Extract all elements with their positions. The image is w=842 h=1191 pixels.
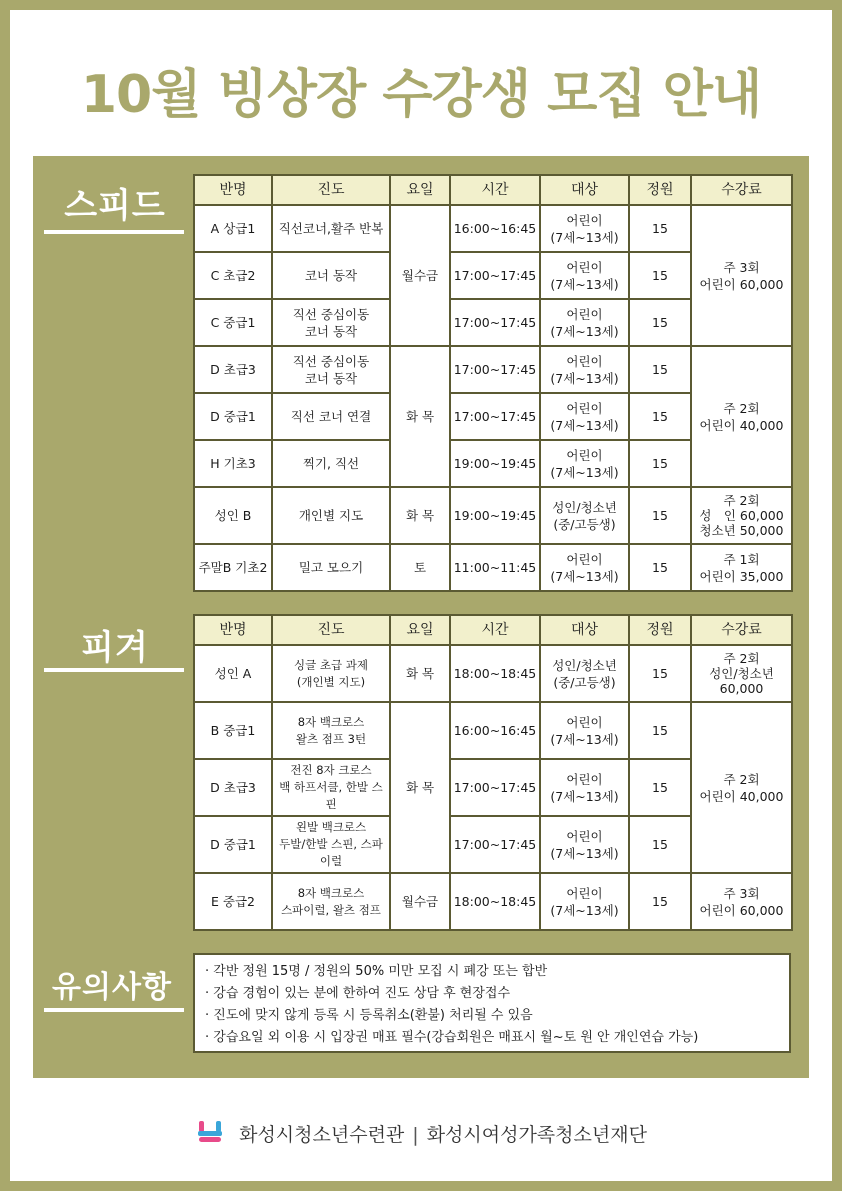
figure-section-label: 피겨	[81, 628, 149, 668]
notice-box	[193, 953, 791, 1053]
page-title: 10월 빙상장 수강생 모집 안내	[80, 65, 762, 125]
day-cell: 화 목	[390, 702, 450, 873]
capacity-cell: 15	[629, 702, 691, 759]
footer-separator: |	[412, 1124, 419, 1146]
fee-cell: 주 3회 어린이 60,000	[691, 205, 792, 346]
capacity-cell: 15	[629, 487, 691, 544]
target-cell: 어린이 (7세~13세)	[540, 252, 629, 299]
class-name-cell: E 중급2	[194, 873, 272, 930]
fee-cell: 주 1회 어린이 35,000	[691, 544, 792, 591]
progress-cell: 8자 백크로스 왈츠 점프 3턴	[272, 702, 390, 759]
col-header-progress: 진도	[272, 615, 390, 645]
capacity-cell: 15	[629, 393, 691, 440]
youth-center-logo-icon	[195, 1118, 225, 1153]
table-row	[194, 645, 792, 702]
capacity-cell: 15	[629, 816, 691, 873]
target-cell: 어린이 (7세~13세)	[540, 299, 629, 346]
class-name-cell: A 상급1	[194, 205, 272, 252]
progress-cell: 직선 중심이동 코너 동작	[272, 346, 390, 393]
fee-cell: 주 2회 성인/청소년 60,000	[691, 645, 792, 702]
time-cell: 18:00~18:45	[450, 873, 540, 930]
class-name-cell: 주말B 기초2	[194, 544, 272, 591]
table-row	[194, 873, 792, 930]
time-cell: 17:00~17:45	[450, 346, 540, 393]
fee-cell: 주 2회 어린이 40,000	[691, 346, 792, 487]
col-header-capacity: 정원	[629, 175, 691, 205]
class-name-cell: C 중급1	[194, 299, 272, 346]
time-cell: 17:00~17:45	[450, 299, 540, 346]
capacity-cell: 15	[629, 645, 691, 702]
class-name-cell: B 중급1	[194, 702, 272, 759]
time-cell: 19:00~19:45	[450, 487, 540, 544]
col-header-progress: 진도	[272, 175, 390, 205]
target-cell: 어린이 (7세~13세)	[540, 393, 629, 440]
class-name-cell: D 초급3	[194, 346, 272, 393]
table-row	[194, 544, 792, 591]
footer-org-youth-center: 화성시청소년수련관	[239, 1124, 405, 1146]
notice-item: · 각반 정원 15명 / 정원의 50% 미만 모집 시 폐강 또는 합반	[205, 964, 548, 979]
col-header-class: 반명	[194, 175, 272, 205]
col-header-target: 대상	[540, 175, 629, 205]
progress-cell: 직선 중심이동 코너 동작	[272, 299, 390, 346]
capacity-cell: 15	[629, 544, 691, 591]
day-cell: 화 목	[390, 487, 450, 544]
col-header-fee: 수강료	[691, 615, 792, 645]
footer-org-foundation: 화성시여성가족청소년재단	[426, 1124, 647, 1146]
notice-label-underline	[44, 1008, 184, 1012]
progress-cell: 전진 8자 크로스 백 하프서클, 한발 스핀	[272, 759, 390, 816]
time-cell: 19:00~19:45	[450, 440, 540, 487]
capacity-cell: 15	[629, 759, 691, 816]
time-cell: 18:00~18:45	[450, 645, 540, 702]
progress-cell: 찍기, 직선	[272, 440, 390, 487]
col-header-day: 요일	[390, 615, 450, 645]
target-cell: 어린이 (7세~13세)	[540, 440, 629, 487]
fee-cell: 주 2회 어린이 40,000	[691, 702, 792, 873]
time-cell: 17:00~17:45	[450, 252, 540, 299]
figure-schedule-table	[193, 614, 793, 931]
col-header-fee: 수강료	[691, 175, 792, 205]
table-row	[194, 702, 792, 759]
day-cell: 토	[390, 544, 450, 591]
time-cell: 17:00~17:45	[450, 759, 540, 816]
notice-item: · 진도에 맞지 않게 등록 시 등록취소(환불) 처리될 수 있음	[205, 1008, 533, 1023]
capacity-cell: 15	[629, 440, 691, 487]
capacity-cell: 15	[629, 346, 691, 393]
target-cell: 어린이 (7세~13세)	[540, 205, 629, 252]
target-cell: 어린이 (7세~13세)	[540, 544, 629, 591]
speed-label-underline	[44, 230, 184, 234]
day-cell: 화 목	[390, 645, 450, 702]
capacity-cell: 15	[629, 205, 691, 252]
col-header-time: 시간	[450, 175, 540, 205]
col-header-target: 대상	[540, 615, 629, 645]
footer	[0, 1118, 842, 1153]
class-name-cell: 성인 B	[194, 487, 272, 544]
col-header-time: 시간	[450, 615, 540, 645]
table-row	[194, 346, 792, 393]
table-row	[194, 487, 792, 544]
target-cell: 성인/청소년 (중/고등생)	[540, 487, 629, 544]
progress-cell: 직선코너,활주 반복	[272, 205, 390, 252]
progress-cell: 개인별 지도	[272, 487, 390, 544]
capacity-cell: 15	[629, 873, 691, 930]
col-header-day: 요일	[390, 175, 450, 205]
figure-label-underline	[44, 668, 184, 672]
time-cell: 16:00~16:45	[450, 205, 540, 252]
time-cell: 17:00~17:45	[450, 393, 540, 440]
day-cell: 화 목	[390, 346, 450, 487]
notice-item: · 강습 경험이 있는 분에 한하여 진도 상담 후 현장접수	[205, 986, 511, 1001]
day-cell: 월수금	[390, 205, 450, 346]
progress-cell: 왼발 백크로스 두발/한발 스핀, 스파이럴	[272, 816, 390, 873]
time-cell: 16:00~16:45	[450, 702, 540, 759]
day-cell: 월수금	[390, 873, 450, 930]
speed-section-label: 스피드	[64, 186, 166, 226]
speed-header-row	[194, 175, 792, 205]
class-name-cell: H 기초3	[194, 440, 272, 487]
class-name-cell: D 중급1	[194, 393, 272, 440]
capacity-cell: 15	[629, 252, 691, 299]
progress-cell: 직선 코너 연결	[272, 393, 390, 440]
notice-section-label: 유의사항	[52, 970, 172, 1005]
fee-cell: 주 3회 어린이 60,000	[691, 873, 792, 930]
col-header-capacity: 정원	[629, 615, 691, 645]
class-name-cell: D 중급1	[194, 816, 272, 873]
table-row	[194, 205, 792, 252]
capacity-cell: 15	[629, 299, 691, 346]
target-cell: 어린이 (7세~13세)	[540, 873, 629, 930]
class-name-cell: 성인 A	[194, 645, 272, 702]
figure-header-row	[194, 615, 792, 645]
target-cell: 어린이 (7세~13세)	[540, 816, 629, 873]
progress-cell: 싱글 초급 과제 (개인별 지도)	[272, 645, 390, 702]
target-cell: 어린이 (7세~13세)	[540, 702, 629, 759]
time-cell: 17:00~17:45	[450, 816, 540, 873]
progress-cell: 코너 동작	[272, 252, 390, 299]
time-cell: 11:00~11:45	[450, 544, 540, 591]
target-cell: 성인/청소년 (중/고등생)	[540, 645, 629, 702]
target-cell: 어린이 (7세~13세)	[540, 346, 629, 393]
fee-cell: 주 2회 성 인 60,000 청소년 50,000	[691, 487, 792, 544]
class-name-cell: D 초급3	[194, 759, 272, 816]
notice-item: · 강습요일 외 이용 시 입장권 매표 필수(강습회원은 매표시 월~토 원 안 개인연습 가능)	[205, 1030, 699, 1045]
target-cell: 어린이 (7세~13세)	[540, 759, 629, 816]
progress-cell: 밀고 모으기	[272, 544, 390, 591]
progress-cell: 8자 백크로스 스파이럴, 왈츠 점프	[272, 873, 390, 930]
speed-schedule-table	[193, 174, 793, 592]
col-header-class: 반명	[194, 615, 272, 645]
class-name-cell: C 초급2	[194, 252, 272, 299]
